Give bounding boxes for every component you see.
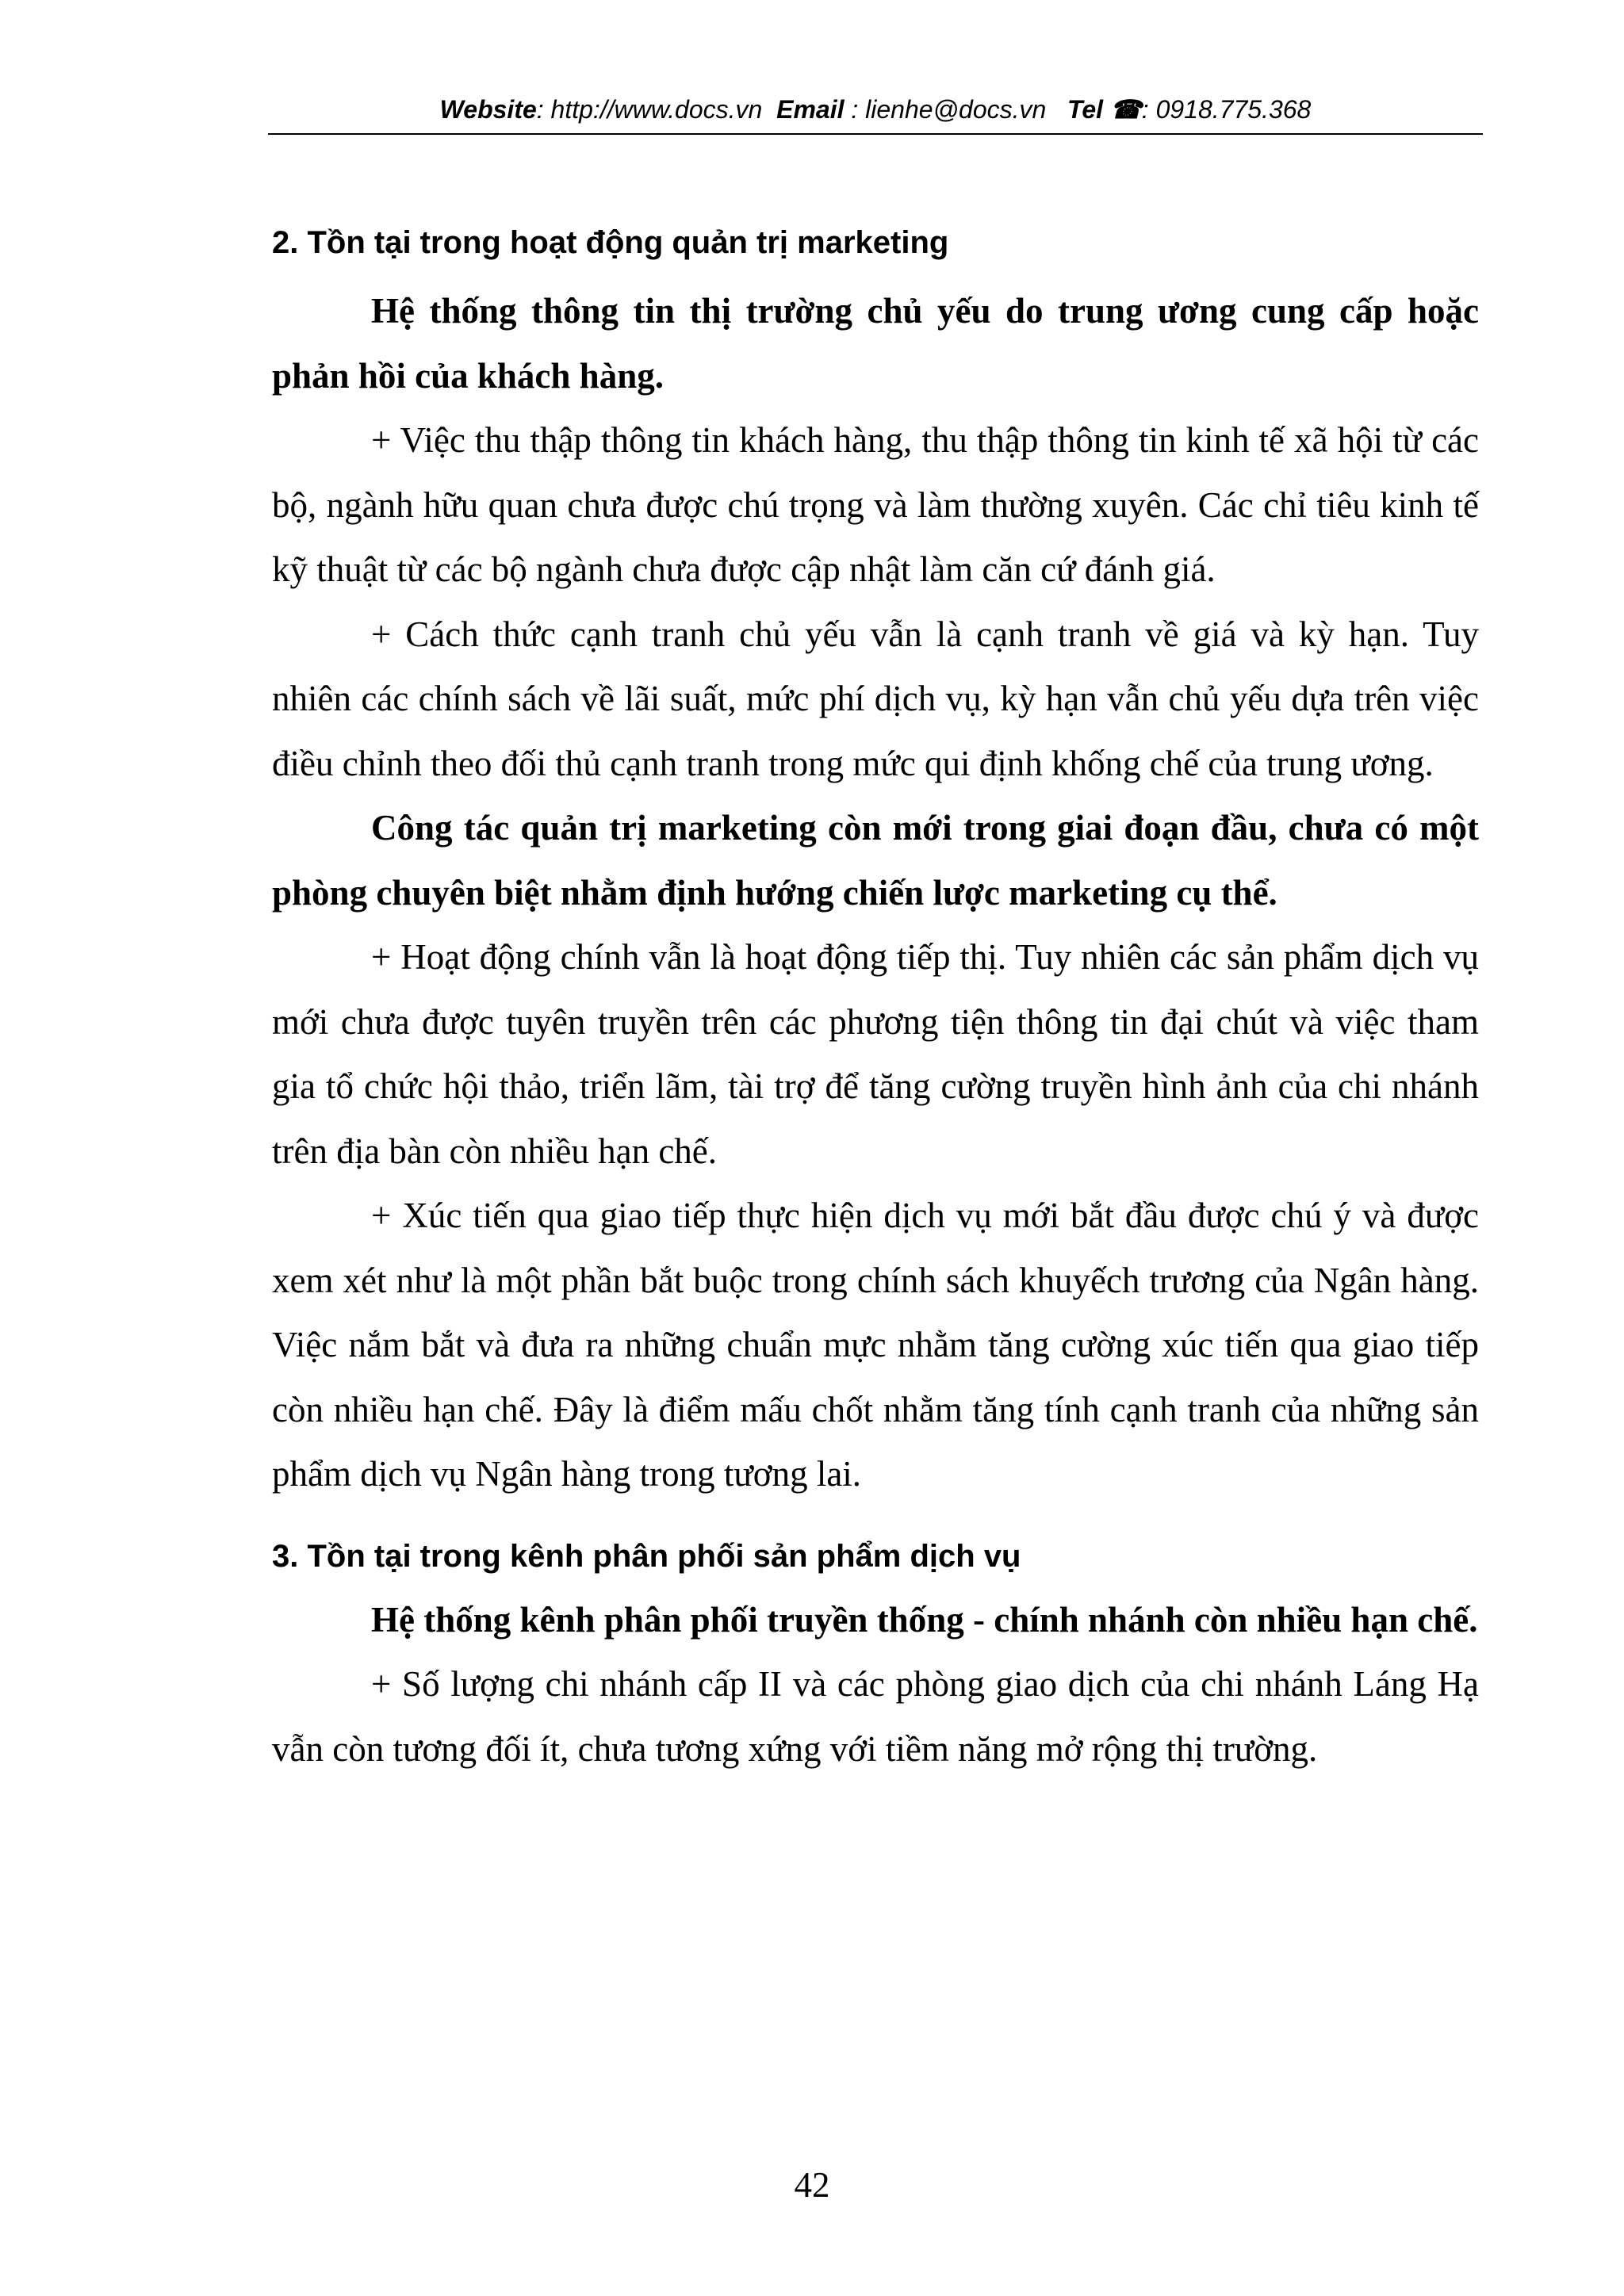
paragraph: Hệ thống kênh phân phối truyền thống - chính nhánh còn nhiều hạn chế. (371, 1599, 1478, 1640)
paragraph: + Số lượng chi nhánh cấp II và các phòng giao dịch của chi nhánh Láng Hạ vẫn còn tương đối ít, chưa tương xứng với tiềm năng mở rộng thị trường. (272, 1664, 1479, 1769)
page-number: 42 (794, 2165, 830, 2205)
page-header (268, 94, 1483, 125)
email-label: Email (776, 95, 845, 124)
paragraph: + Việc thu thập thông tin khách hàng, thu thập thông tin kinh tế xã hội từ các bộ, ngành hữu quan chưa được chú trọng và làm thường xuyên. Các chỉ tiêu kinh tế kỹ thuật từ các bộ ngành chưa được cập nhật làm căn cứ đánh giá. (272, 420, 1479, 589)
section-heading-2: 2. Tồn tại trong hoạt động quản trị marketing (272, 225, 949, 260)
paragraph: Công tác quản trị marketing còn mới trong giai đoạn đầu, chưa có một phòng chuyên biệt nhằm định hướng chiến lược marketing cụ thể. (272, 808, 1479, 913)
email-value: : lienhe@docs.vn (844, 95, 1047, 124)
page-content (272, 222, 1479, 1781)
header-divider (268, 133, 1483, 135)
paragraph: Hệ thống thông tin thị trường chủ yếu do trung ương cung cấp hoặc phản hồi của khách hàng. (272, 291, 1479, 396)
telephone-icon: ☎ (1109, 95, 1142, 124)
paragraph: + Xúc tiến qua giao tiếp thực hiện dịch vụ mới bắt đầu được chú ý và được xem xét như là một phần bắt buộc trong chính sách khuyếch trương của Ngân hàng. Việc nắm bắt và đưa ra những chuẩn mực nhằm tăng cường xúc tiến qua giao tiếp còn nhiều hạn chế. Đây là điểm mấu chốt nhằm tăng tính cạnh tranh của những sản phẩm dịch vụ Ngân hàng trong tương lai. (272, 1196, 1479, 1494)
paragraph: + Hoạt động chính vẫn là hoạt động tiếp thị. Tuy nhiên các sản phẩm dịch vụ mới chưa được tuyên truyền trên các phương tiện thông tin đại chút và việc tham gia tổ chức hội thảo, triển lãm, tài trợ để tăng cường truyền hình ảnh của chi nhánh trên địa bàn còn nhiều hạn chế. (272, 937, 1479, 1171)
tel-value: : 0918.775.368 (1141, 95, 1312, 124)
website-value: : http://www.docs.vn (536, 95, 763, 124)
section-heading-3: 3. Tồn tại trong kênh phân phối sản phẩm dịch vụ (272, 1538, 1021, 1574)
paragraph: + Cách thức cạnh tranh chủ yếu vẫn là cạnh tranh về giá và kỳ hạn. Tuy nhiên các chính sách về lãi suất, mức phí dịch vụ, kỳ hạn vẫn chủ yếu dựa trên việc điều chỉnh theo đối thủ cạnh tranh trong mức qui định khống chế của trung ương. (272, 614, 1479, 783)
tel-label: Tel (1067, 95, 1104, 124)
website-label: Website (439, 95, 537, 124)
